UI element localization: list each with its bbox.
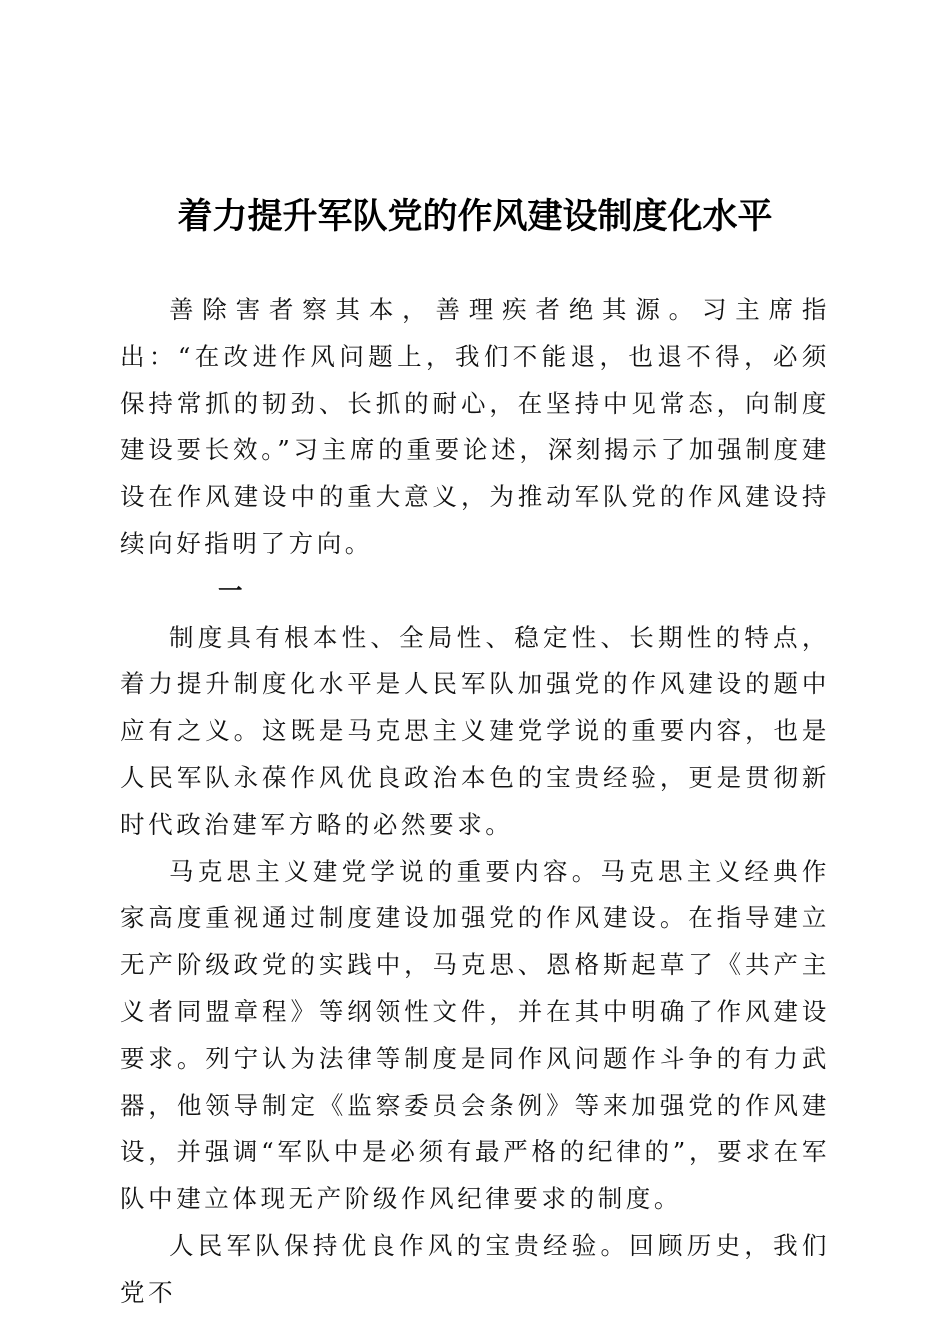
section-paragraph-1: 制度具有根本性、全局性、稳定性、长期性的特点，着力提升制度化水平是人民军队加强党的作风建设的题中应有之义。这既是马克思主义建党学说的重要内容，也是人民军队永葆作风优良政治本色的宝贵经验，更是贯彻新时代政治建军方略的必然要求。: [120, 622, 830, 839]
document-body: [120, 287, 830, 1317]
section-heading-one: [120, 568, 830, 615]
section-number: 一: [218, 575, 243, 605]
document-title: 着力提升军队党的作风建设制度化水平: [177, 196, 773, 237]
section-paragraph-2: 马克思主义建党学说的重要内容。马克思主义经典作家高度重视通过制度建设加强党的作风建设。在指导建立无产阶级政党的实践中，马克思、恩格斯起草了《共产主义者同盟章程》等纲领性文件，并在其中明确了作风建设要求。列宁认为法律等制度是同作风问题作斗争的有力武器，他领导制定《监察委员会条例》等来加强党的作风建设，并强调“军队中是必须有最严格的纪律的”，要求在军队中建立体现无产阶级作风纪律要求的制度。: [120, 856, 830, 1214]
section-paragraph-3: 人民军队保持优良作风的宝贵经验。回顾历史，我们党不: [120, 1230, 830, 1307]
intro-paragraph: 善除害者察其本，善理疾者绝其源。习主席指出：“在改进作风问题上，我们不能退，也退不得，必须保持常抓的韧劲、长抓的耐心，在坚持中见常态，向制度建设要长效。”习主席的重要论述，深刻揭示了加强制度建设在作风建设中的重大意义，为推动军队党的作风建设持续向好指明了方向。: [120, 295, 830, 558]
